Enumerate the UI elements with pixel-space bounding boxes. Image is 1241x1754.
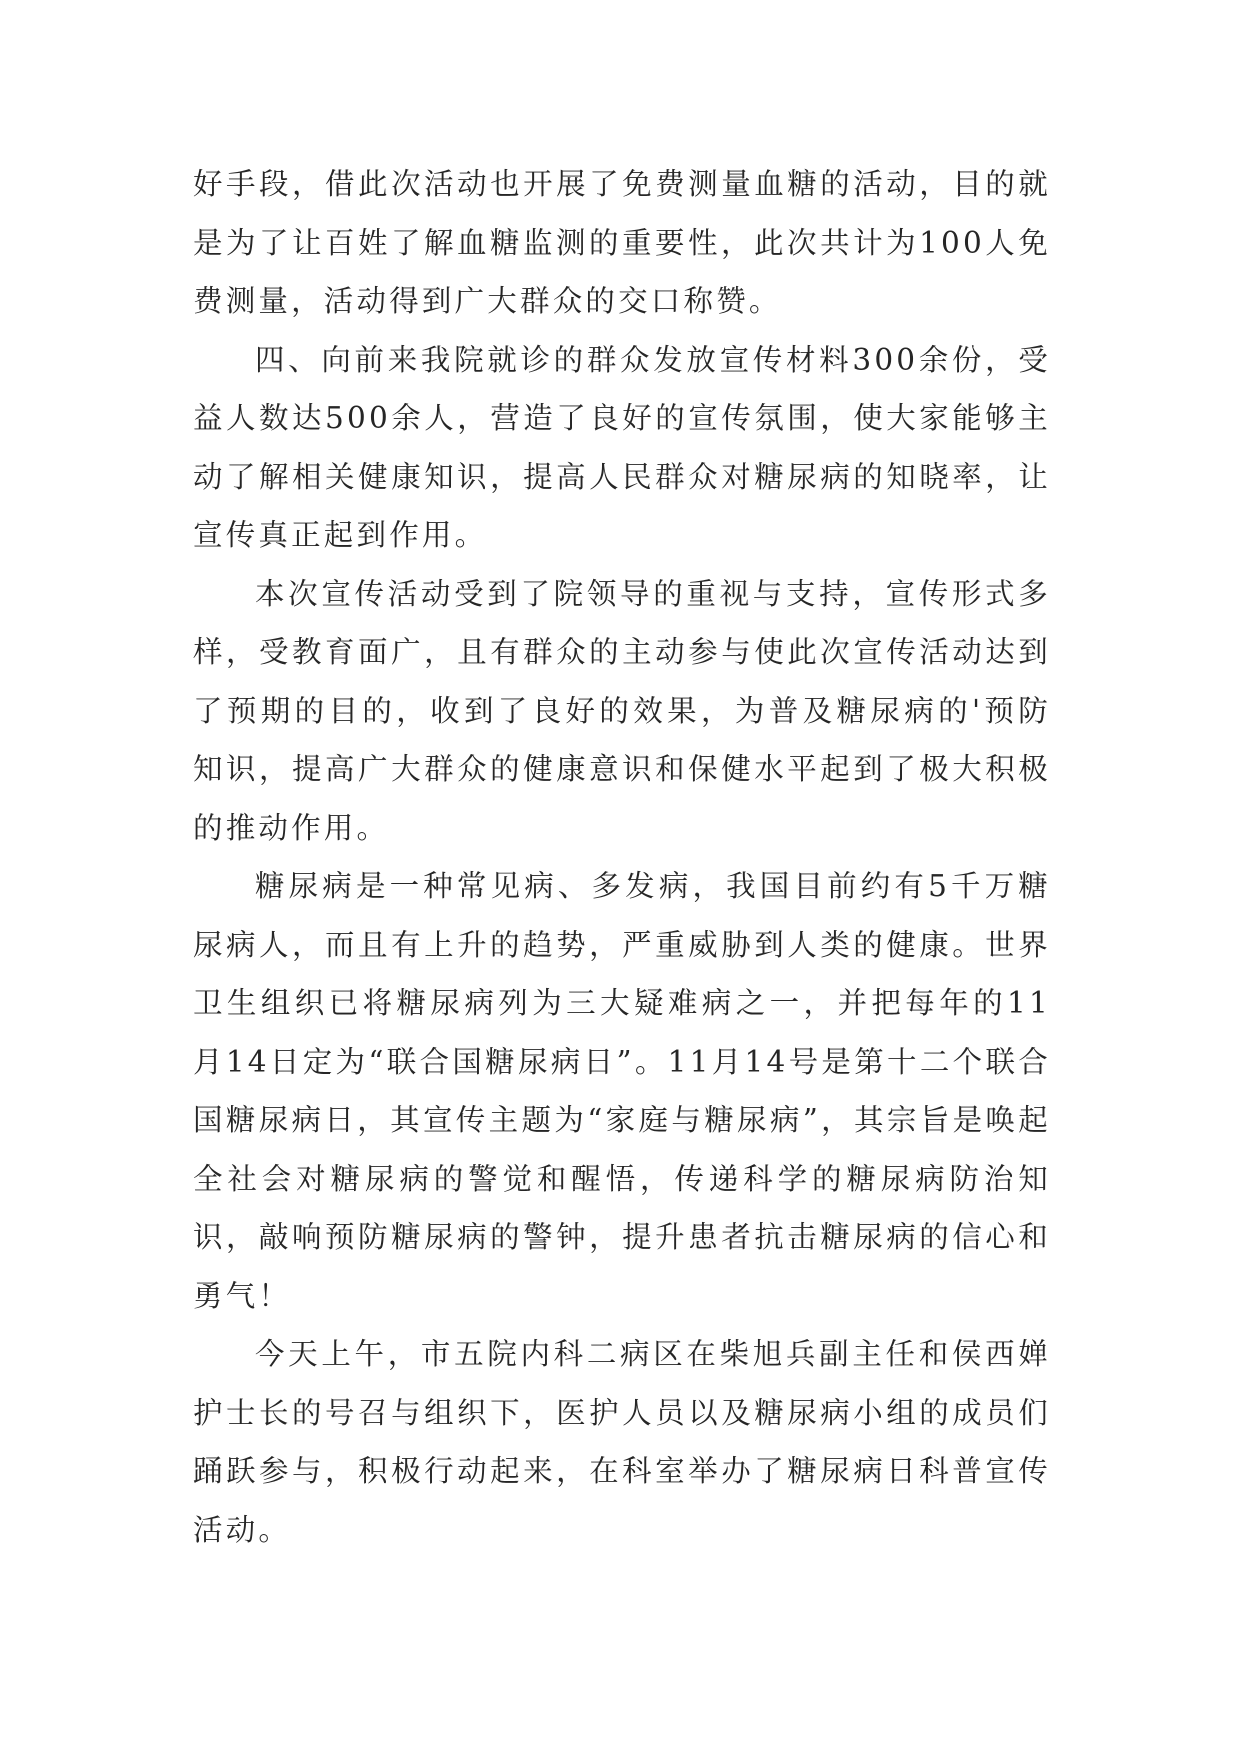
document-body <box>193 155 1051 1559</box>
paragraph-diabetes-day: 糖尿病是一种常见病、多发病，我国目前约有5千万糖尿病人，而且有上升的趋势，严重威胁到人类的健康。世界卫生组织已将糖尿病列为三大疑难病之一，并把每年的11月14日定为“联合国糖尿病日”。11月14号是第十二个联合国糖尿病日，其宣传主题为“家庭与糖尿病”，其宗旨是唤起全社会对糖尿病的警觉和醒悟，传递科学的糖尿病防治知识，敲响预防糖尿病的警钟，提升患者抗击糖尿病的信心和勇气！ <box>193 869 1051 1313</box>
paragraph-materials: 四、向前来我院就诊的群众发放宣传材料300余份，受益人数达500余人，营造了良好的宣传氛围，使大家能够主动了解相关健康知识，提高人民群众对糖尿病的知晓率，让宣传真正起到作用。 <box>193 342 1051 552</box>
paragraph-summary: 本次宣传活动受到了院领导的重视与支持，宣传形式多样，受教育面广，且有群众的主动参与使此次宣传活动达到了预期的目的，收到了良好的效果，为普及糖尿病的'预防知识，提高广大群众的健康意识和保健水平起到了极大积极的推动作用。 <box>193 576 1051 845</box>
paragraph-continued: 好手段，借此次活动也开展了免费测量血糖的活动，目的就是为了让百姓了解血糖监测的重要性，此次共计为100人免费测量，活动得到广大群众的交口称赞。 <box>193 167 1051 318</box>
paragraph-event: 今天上午，市五院内科二病区在柴旭兵副主任和侯西婵护士长的号召与组织下，医护人员以及糖尿病小组的成员们踊跃参与，积极行动起来，在科室举办了糖尿病日科普宣传活动。 <box>193 1337 1051 1547</box>
